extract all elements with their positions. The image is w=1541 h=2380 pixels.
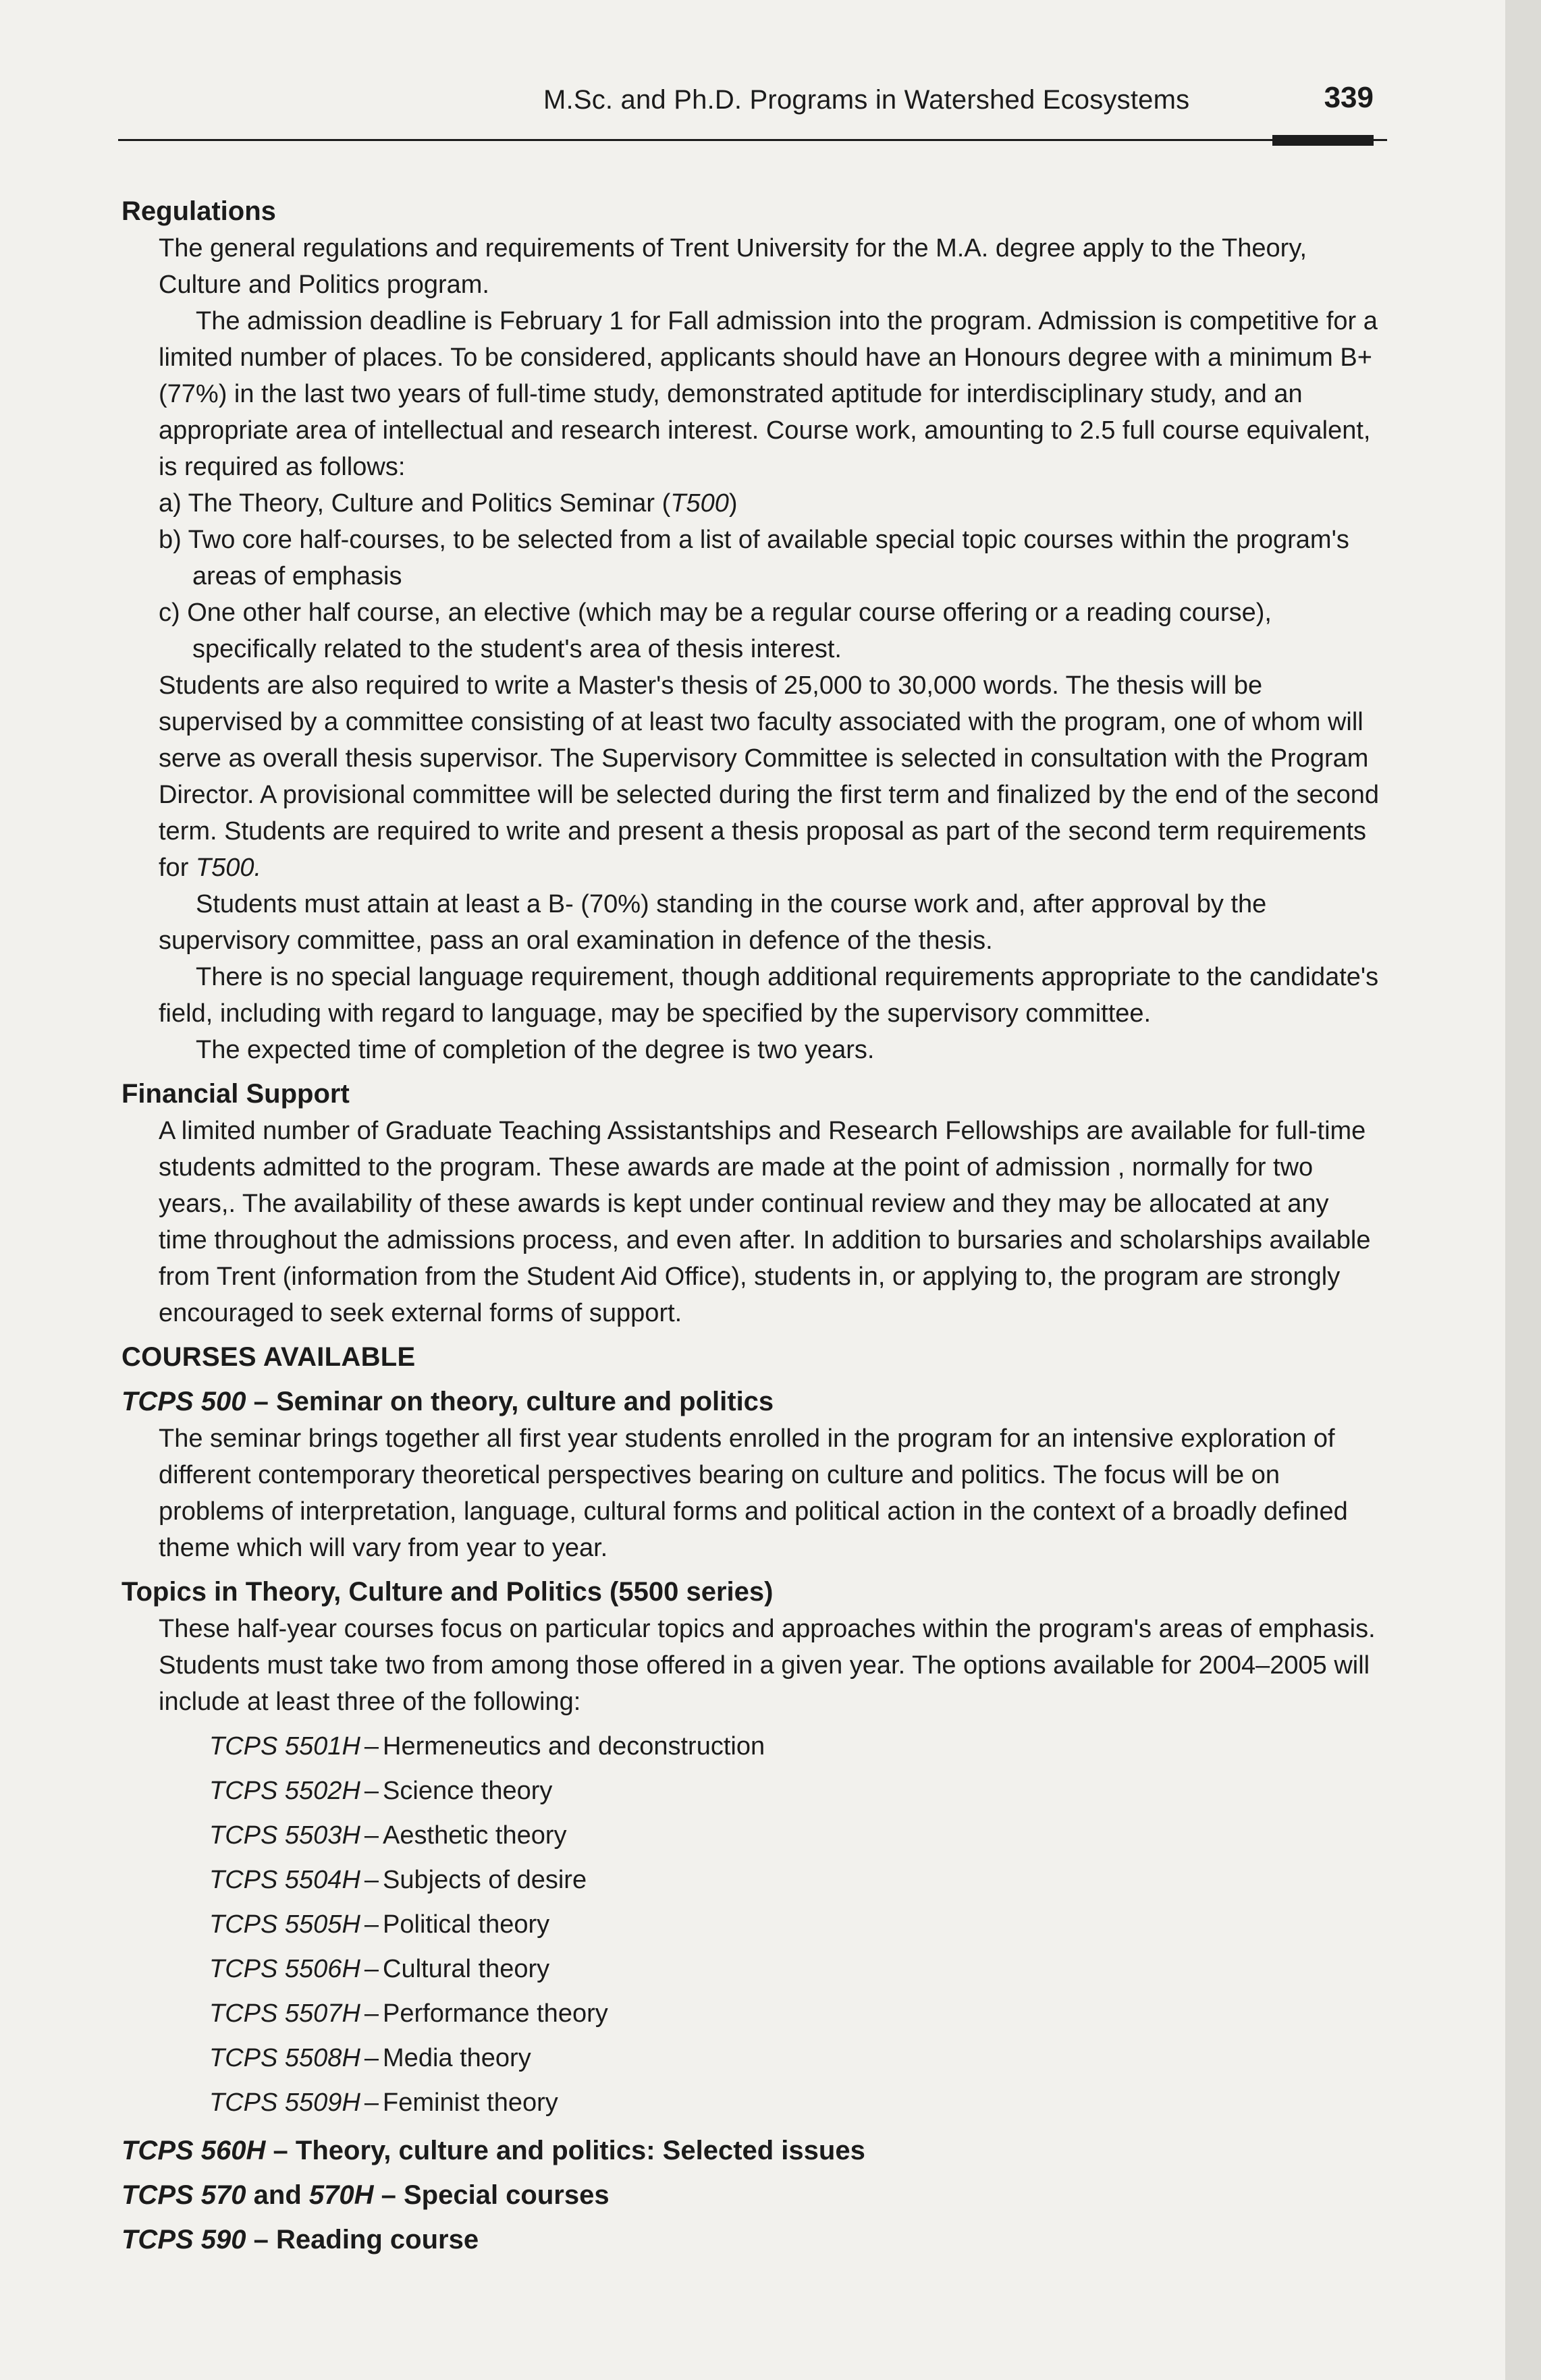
running-title: M.Sc. and Ph.D. Programs in Watershed Ecosystems: [543, 85, 1190, 115]
topics-heading: Topics in Theory, Culture and Politics (5500 series): [121, 1577, 774, 1607]
thesis-paragraph: Students are also required to write a Master's thesis of 25,000 to 30,000 words. The thesis will be supervised by a committee consisting of at least two faculty associated with the program, one of whom will serve as overall thesis supervisor. The Supervisory Committee is selected in consultation with the Program Director. A provisional committee will be selected during the first term and finalized by the end of the second term. Students are required to write and present a thesis proposal as part of the second term requirements for T500.: [159, 671, 1380, 882]
financial-support-heading: Financial Support: [121, 1079, 350, 1109]
list-item: TCPS 5506H – Cultural theory: [209, 1955, 550, 1983]
course-heading-tcps-570: TCPS 570 and 570H – Special courses: [121, 2180, 610, 2210]
regulations-heading: Regulations: [121, 196, 276, 226]
list-item: TCPS 5507H – Performance theory: [209, 1999, 608, 2028]
course-description: The seminar brings together all first year students enrolled in the program for an intensive exploration of different contemporary theoretical perspectives bearing on culture and politics. The focus will be on problems of interpretation, language, cultural forms and political action in the context of a broadly defined theme which will vary from year to year.: [159, 1424, 1348, 1562]
list-item: TCPS 5505H – Political theory: [209, 1910, 550, 1939]
language-paragraph: There is no special language requirement, though additional requirements appropriate to the candidate's field, including with regard to language, may be specified by the supervisory committee.: [159, 963, 1379, 1028]
list-item: TCPS 5509H – Feminist theory: [209, 2088, 558, 2117]
completion-paragraph: The expected time of completion of the degree is two years.: [196, 1036, 875, 1064]
page-header: [118, 81, 1387, 142]
page-edge: [1505, 0, 1541, 2380]
courses-available-heading: COURSES AVAILABLE: [121, 1342, 416, 1372]
topics-course-list: [209, 1724, 1384, 2125]
course-heading-tcps-590: TCPS 590 – Reading course: [121, 2225, 479, 2254]
course-heading-tcps-560h: TCPS 560H – Theory, culture and politics: Selected issues: [121, 2136, 865, 2165]
regulations-paragraph: The general regulations and requirements of Trent University for the M.A. degree apply to the Theory, Culture and Politics program.: [159, 234, 1307, 299]
list-item: TCPS 5504H – Subjects of desire: [209, 1866, 587, 1894]
header-rule-tab: [1272, 135, 1374, 146]
list-item: TCPS 5503H – Aesthetic theory: [209, 1821, 567, 1850]
list-item: TCPS 5502H – Science theory: [209, 1777, 553, 1805]
course-heading-tcps-500: TCPS 500 – Seminar on theory, culture and politics: [121, 1387, 774, 1416]
requirement-item: a) The Theory, Culture and Politics Seminar (T500): [159, 489, 738, 518]
page-content: [121, 186, 1384, 2259]
topics-description: These half-year courses focus on particular topics and approaches within the program's areas of emphasis. Students must take two from among those offered in a given year. The options available for 2004–2005 will include at least three of the following:: [159, 1615, 1376, 1716]
financial-support-paragraph: A limited number of Graduate Teaching Assistantships and Research Fellowships are available for full-time students admitted to the program. These awards are made at the point of admission , normally for two years,. The availability of these awards is kept under continual review and they may be allocated at any time throughout the admissions process, and even after. In addition to bursaries and scholarships available from Trent (information from the Student Aid Office), students in, or applying to, the program are strongly encouraged to seek external forms of support.: [159, 1117, 1371, 1327]
requirement-item: b) Two core half-courses, to be selected from a list of available special topic courses within the program's areas of emphasis: [159, 526, 1349, 590]
list-item: TCPS 5508H – Media theory: [209, 2044, 531, 2072]
requirement-item: c) One other half course, an elective (which may be a regular course offering or a reading course), specifically related to the student's area of thesis interest.: [159, 599, 1272, 663]
admission-paragraph: The admission deadline is February 1 for Fall admission into the program. Admission is competitive for a limited number of places. To be considered, applicants should have an Honours degree with a minimum B+ (77%) in the last two years of full-time study, demonstrated aptitude for interdisciplinary study, and an appropriate area of intellectual and research interest. Course work, amounting to 2.5 full course equivalent, is required as follows:: [159, 307, 1378, 481]
list-item: TCPS 5501H – Hermeneutics and deconstruction: [209, 1732, 765, 1761]
page-number: 339: [1324, 81, 1374, 114]
standing-paragraph: Students must attain at least a B- (70%) standing in the course work and, after approval by the supervisory committee, pass an oral examination in defence of the thesis.: [159, 890, 1267, 955]
header-rule: [118, 139, 1387, 141]
